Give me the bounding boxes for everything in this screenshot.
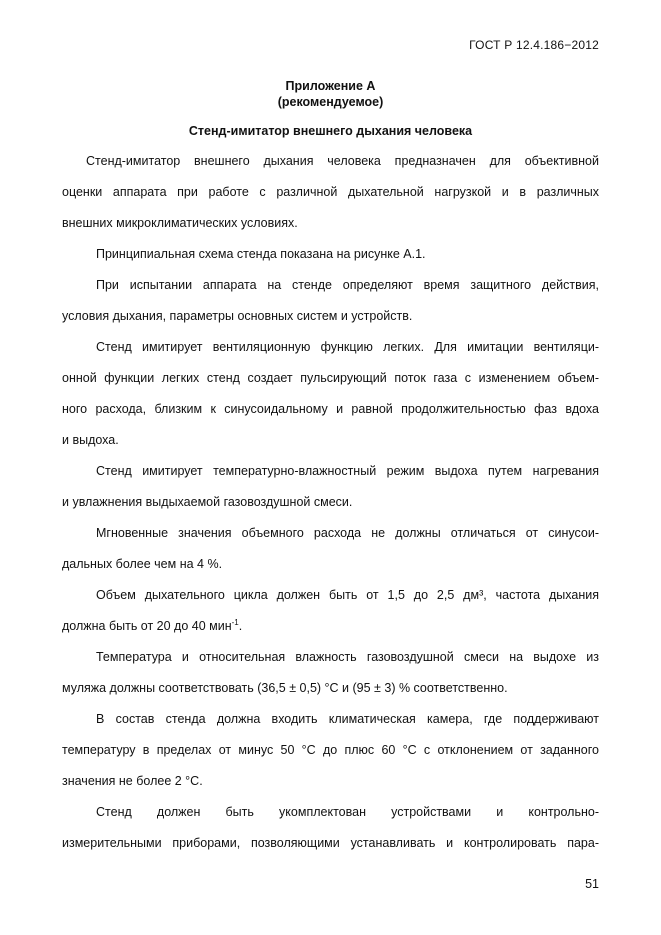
text-line: В состав стенда должна входить климатическая камера, где поддерживают	[96, 712, 599, 726]
paragraph-10	[62, 797, 599, 859]
appendix-status: (рекомендуемое)	[277, 95, 384, 109]
paragraph-8	[62, 642, 599, 704]
text-line: и увлажнения выдыхаемой газовоздушной смеси.	[62, 495, 353, 509]
text-line: значения не более 2 °С.	[62, 774, 203, 788]
text-line: онной функции легких стенд создает пульсирующий поток газа с изменением объем-	[62, 371, 599, 385]
paragraph-7	[62, 580, 599, 642]
text-line: Стенд имитирует температурно-влажностный режим выдоха путем нагревания	[96, 464, 599, 478]
paragraph-5	[62, 456, 599, 518]
appendix-title-block	[62, 78, 599, 110]
text-line: температуру в пределах от минус 50 °С до плюс 60 °С с отклонением от заданного	[62, 743, 599, 757]
paragraph-4	[62, 332, 599, 456]
paragraph-2	[62, 239, 599, 270]
text-line: Стенд-имитатор внешнего дыхания человека предназначен для объективной	[86, 154, 599, 168]
text-line: Температура и относительная влажность газовоздушной смеси на выдохе из	[96, 650, 599, 664]
text-line: Объем дыхательного цикла должен быть от 1,5 до 2,5 дм³, частота дыхания	[96, 588, 599, 602]
appendix-title: Приложение А	[285, 79, 376, 93]
text-line: дальных более чем на 4 %.	[62, 557, 223, 571]
text-line: Стенд имитирует вентиляционную функцию легких. Для имитации вентиляци-	[96, 340, 599, 354]
text-line: измерительными приборами, позволяющими устанавливать и контролировать пара-	[62, 836, 599, 850]
appendix-heading: Стенд-имитатор внешнего дыхания человека	[188, 124, 473, 138]
paragraph-6	[62, 518, 599, 580]
text-line: муляжа должны соответствовать (36,5 ± 0,5) °С и (95 ± 3) % соответственно.	[62, 681, 508, 695]
paragraph-9	[62, 704, 599, 797]
text-line: оценки аппарата при работе с различной дыхательной нагрузкой и в различных	[62, 185, 599, 199]
paragraph-3	[62, 270, 599, 332]
text-fragment: должна быть от 20 до 40 мин	[62, 619, 232, 633]
body-text	[62, 146, 599, 859]
superscript: -1	[231, 617, 239, 627]
text-line: и выдоха.	[62, 433, 119, 447]
text-fragment: .	[238, 619, 243, 633]
text-line	[62, 611, 599, 642]
text-line: условия дыхания, параметры основных систем и устройств.	[62, 309, 413, 323]
text-line: Мгновенные значения объемного расхода не должны отличаться от синусои-	[96, 526, 599, 540]
standard-number: ГОСТ Р 12.4.186−2012	[469, 38, 599, 52]
paragraph-1	[62, 146, 599, 239]
text-line: При испытании аппарата на стенде определяют время защитного действия,	[96, 278, 599, 292]
text-line: Стенд должен быть укомплектован устройствами и контрольно-	[96, 805, 599, 819]
text-line: ного расхода, близким к синусоидальному и равной продолжительностью фаз вдоха	[62, 402, 599, 416]
text-line: внешних микроклиматических условиях.	[62, 216, 298, 230]
text-line: Принципиальная схема стенда показана на рисунке А.1.	[96, 247, 426, 261]
page-number: 51	[585, 877, 599, 891]
